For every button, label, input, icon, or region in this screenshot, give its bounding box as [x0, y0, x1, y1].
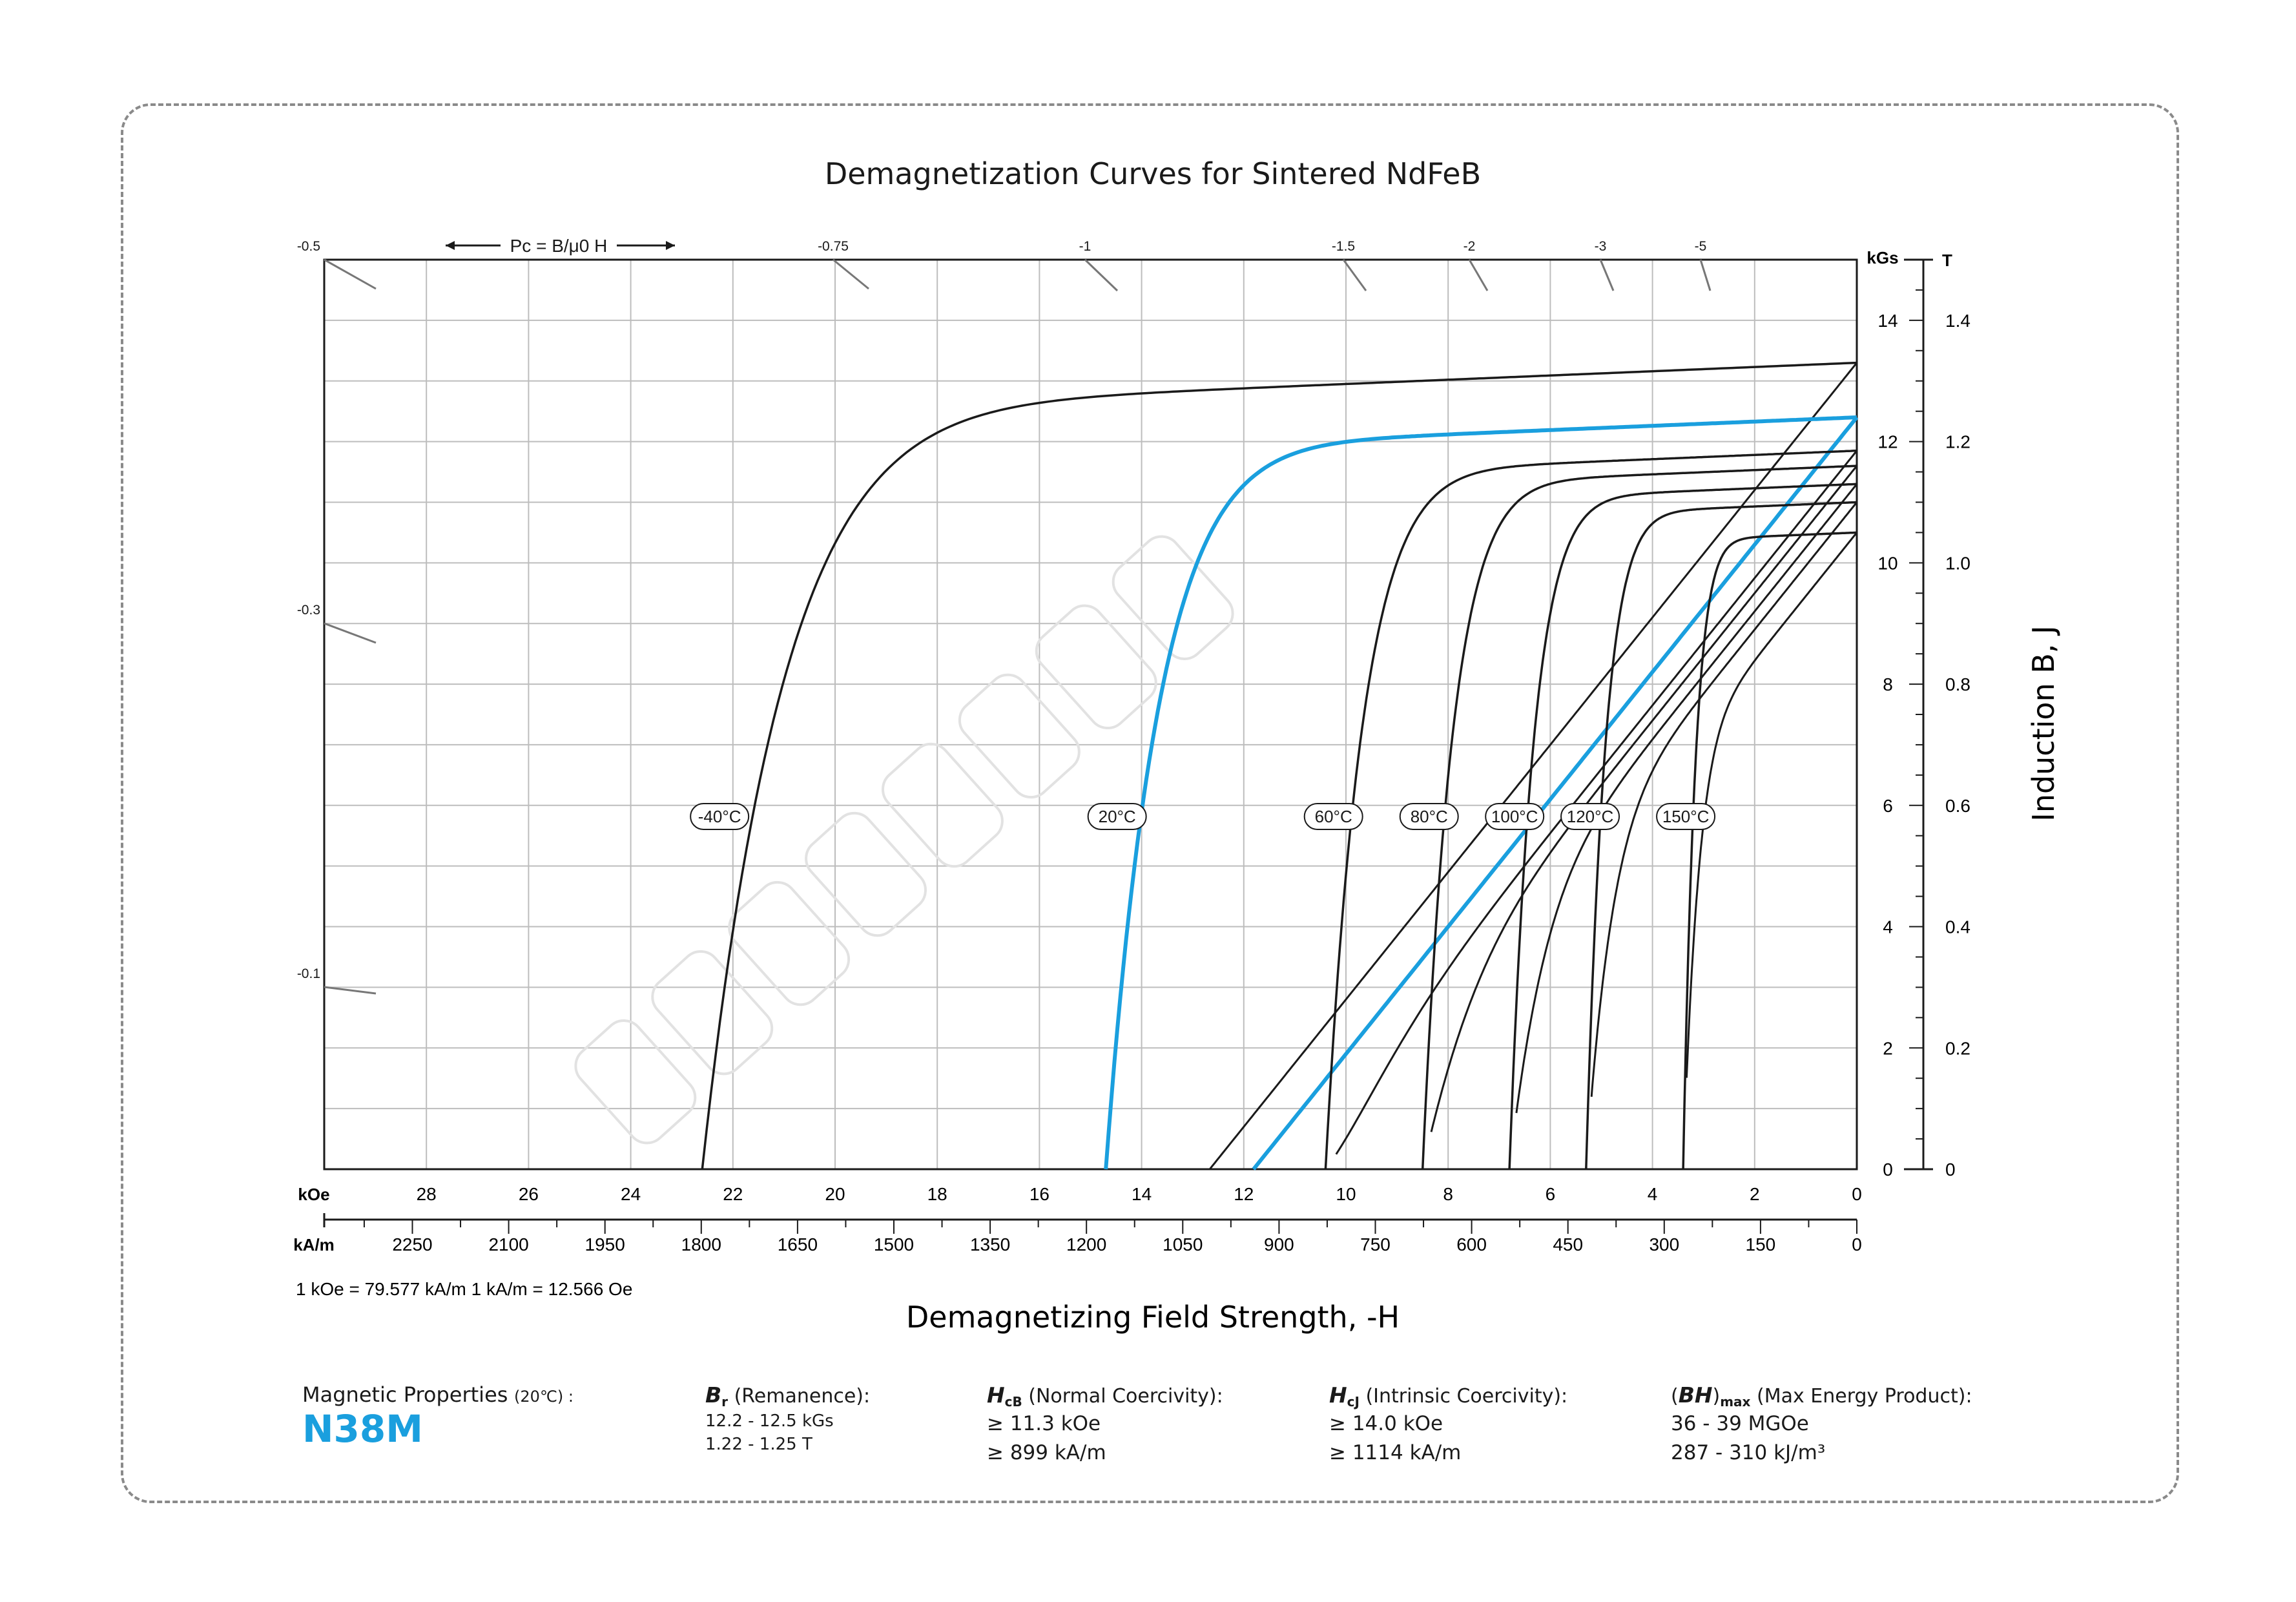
- series-label-text: 120°C: [1566, 807, 1614, 826]
- hcj-value-koe: ≥ 14.0 kOe: [1329, 1412, 1443, 1435]
- y-tick-label-t: 1.2: [1945, 432, 1970, 452]
- x-tick-label-koe: 24: [621, 1184, 641, 1204]
- x-tick-label-koe: 2: [1750, 1184, 1760, 1204]
- y-tick-label-t: 0: [1945, 1160, 1956, 1180]
- x-tick-label-kam: 2250: [392, 1234, 433, 1254]
- x-tick-label-kam: 0: [1852, 1234, 1862, 1254]
- bhmax-value-kjm3: 287 - 310 kJ/m³: [1671, 1441, 1826, 1464]
- series-label: [1561, 804, 1619, 829]
- series-label: [1400, 804, 1458, 829]
- x-tick-label-kam: 450: [1553, 1234, 1584, 1254]
- x-tick-label-kam: 1200: [1066, 1234, 1107, 1254]
- intrinsic-curve: [1586, 503, 1857, 1170]
- y-tick-label-kgs: 0: [1883, 1160, 1893, 1180]
- hcj-symbol: H: [1329, 1382, 1347, 1408]
- x-tick-label-koe: 14: [1132, 1184, 1152, 1204]
- bhmax-symbol: BH: [1678, 1382, 1713, 1408]
- br-symbol: B: [705, 1382, 722, 1408]
- series-label-text: -40°C: [698, 807, 741, 826]
- hcj-sub: cJ: [1347, 1394, 1360, 1410]
- x-tick-label-koe: 28: [416, 1184, 437, 1204]
- permeance-arrowhead-left: [446, 241, 455, 250]
- br-sub: r: [721, 1394, 729, 1410]
- bhmax-sub: max: [1720, 1394, 1751, 1410]
- permeance-tick: [324, 987, 376, 993]
- normal-coercivity-block: [987, 1382, 1223, 1468]
- watermark-glyph: [568, 1013, 703, 1151]
- y-tick-label-t: 0.2: [1945, 1038, 1970, 1059]
- permeance-tick-label: -5: [1694, 239, 1707, 254]
- br-value-kgs: 12.2 - 12.5 kGs: [705, 1411, 834, 1431]
- series-label-text: 80°C: [1410, 807, 1448, 826]
- unit-conversion-note: 1 kOe = 79.577 kA/m 1 kA/m = 12.566 Oe: [296, 1279, 633, 1299]
- permeance-tick-label: -3: [1594, 239, 1607, 254]
- properties-heading-temp: (20℃) :: [513, 1388, 574, 1406]
- permeance-tick-label: -0.5: [296, 239, 320, 254]
- x-tick-label-kam: 900: [1264, 1234, 1294, 1254]
- hcb-sub: cB: [1004, 1394, 1022, 1410]
- watermark-glyph: [952, 667, 1088, 805]
- x-tick-label-koe: 6: [1545, 1184, 1556, 1204]
- y-tick-label-t: 1.0: [1945, 553, 1970, 574]
- hcb-value-kam: ≥ 899 kA/m: [987, 1441, 1106, 1464]
- x-tick-label-kam: 1650: [777, 1234, 818, 1254]
- series-label: [1088, 804, 1146, 829]
- permeance-tick: [1343, 260, 1366, 291]
- x-tick-label-koe: 0: [1852, 1184, 1862, 1204]
- permeance-tick: [1600, 260, 1613, 291]
- series-label: [690, 804, 749, 829]
- x-tick-label-koe: 10: [1336, 1184, 1356, 1204]
- series-label-text: 20°C: [1098, 807, 1136, 826]
- y-tick-label-t: 0.6: [1945, 795, 1970, 816]
- permeance-tick-label: -1.5: [1331, 239, 1356, 254]
- x-tick-label-koe: 22: [723, 1184, 743, 1204]
- series-label-text: 100°C: [1491, 807, 1538, 826]
- x-axis-title: Demagnetizing Field Strength, -H: [905, 1300, 1400, 1335]
- y-tick-label-t: 0.8: [1945, 674, 1970, 695]
- normal-curve: [1431, 466, 1857, 1132]
- bhmax-label: (Max Energy Product):: [1757, 1385, 1972, 1408]
- permeance-tick-label: -0.3: [296, 603, 320, 618]
- br-label: (Remanence):: [734, 1385, 871, 1408]
- permeance-tick-label: -1: [1079, 239, 1091, 254]
- x-tick-label-kam: 1800: [681, 1234, 721, 1254]
- x-tick-label-koe: 20: [825, 1184, 845, 1204]
- permeance-tick-label: -2: [1463, 239, 1476, 254]
- br-value-t: 1.22 - 1.25 T: [705, 1435, 812, 1454]
- y-tick-label-t: 0.4: [1945, 917, 1970, 937]
- permeance-tick: [1469, 260, 1487, 291]
- grade-label: N38M: [302, 1407, 423, 1451]
- permeance-tick: [833, 260, 869, 289]
- hcb-value-koe: ≥ 11.3 kOe: [987, 1412, 1101, 1435]
- y-tick-label-kgs: 4: [1883, 917, 1893, 937]
- bhmax-value-mgoe: 36 - 39 MGOe: [1671, 1412, 1809, 1435]
- y-axis-unit-kgs: kGs: [1867, 248, 1899, 267]
- permeance-axis-label: Pc = B/μ0 H: [510, 236, 608, 256]
- watermark-glyph: [645, 944, 780, 1082]
- y-axis-unit-t: T: [1942, 251, 1952, 270]
- y-tick-label-kgs: 14: [1877, 310, 1898, 331]
- intrinsic-curve: [1683, 532, 1857, 1169]
- x-tick-label-koe: 12: [1234, 1184, 1254, 1204]
- x-tick-label-koe: 18: [927, 1184, 947, 1204]
- x-axis-unit-koe: kOe: [298, 1185, 330, 1204]
- x-tick-label-koe: 8: [1443, 1184, 1453, 1204]
- watermark-glyph: [798, 805, 934, 943]
- permeance-tick-label: -0.1: [296, 966, 320, 981]
- x-tick-label-koe: 16: [1029, 1184, 1050, 1204]
- chart-title: Demagnetization Curves for Sintered NdFeB: [824, 156, 1482, 191]
- x-tick-label-kam: 600: [1456, 1234, 1487, 1254]
- permeance-tick: [324, 260, 376, 289]
- x-tick-label-kam: 750: [1360, 1234, 1391, 1254]
- x-tick-label-kam: 1500: [873, 1234, 915, 1254]
- y-axis-title: Induction B, J: [2026, 625, 2061, 822]
- x-tick-label-kam: 150: [1745, 1234, 1776, 1254]
- remanence-block: [705, 1382, 870, 1456]
- series-label-text: 60°C: [1314, 807, 1352, 826]
- x-tick-label-kam: 300: [1649, 1234, 1680, 1254]
- y-tick-label-kgs: 10: [1877, 553, 1898, 574]
- y-tick-label-kgs: 12: [1877, 432, 1898, 452]
- y-tick-label-kgs: 8: [1883, 674, 1893, 695]
- x-axis-unit-kam: kA/m: [293, 1235, 335, 1254]
- properties-heading-block: [302, 1382, 574, 1451]
- energy-product-block: $(BH)_{max}$ (Max Energy Product): 36 - 39 MGOe 287 - 310 kJ/m³: [1671, 1382, 1972, 1468]
- series-label: [1305, 804, 1363, 829]
- series-label: [1657, 804, 1715, 829]
- x-tick-label-koe: 4: [1647, 1184, 1658, 1204]
- permeance-tick: [1701, 260, 1710, 291]
- intrinsic-curve: [1106, 417, 1857, 1169]
- normal-curve: [1591, 503, 1857, 1097]
- x-tick-label-kam: 1350: [969, 1234, 1011, 1254]
- permeance-tick: [1085, 260, 1117, 291]
- y-tick-label-kgs: 6: [1883, 795, 1893, 816]
- y-tick-label-t: 1.4: [1945, 310, 1970, 331]
- watermark-glyph: [1028, 598, 1164, 736]
- properties-heading: Magnetic Properties: [302, 1382, 508, 1407]
- x-tick-label-koe: 26: [518, 1184, 539, 1204]
- permeance-tick-label: -0.75: [818, 239, 849, 254]
- hcj-value-kam: ≥ 1114 kA/m: [1329, 1441, 1462, 1464]
- watermark-glyph: [721, 875, 857, 1013]
- intrinsic-coercivity-block: [1329, 1382, 1567, 1468]
- x-tick-label-kam: 1950: [584, 1234, 625, 1254]
- permeance-arrowhead-right: [666, 241, 675, 250]
- normal-curve: [1254, 417, 1857, 1169]
- x-tick-label-kam: 2100: [488, 1234, 529, 1254]
- y-tick-label-kgs: 2: [1883, 1038, 1893, 1059]
- hcb-label: (Normal Coercivity):: [1028, 1385, 1223, 1408]
- hcb-symbol: H: [987, 1382, 1005, 1408]
- series-label-text: 150°C: [1662, 807, 1710, 826]
- x-tick-label-kam: 1050: [1163, 1234, 1203, 1254]
- hcj-label: (Intrinsic Coercivity):: [1365, 1385, 1568, 1408]
- permeance-tick: [324, 623, 376, 643]
- series-label: [1485, 804, 1544, 829]
